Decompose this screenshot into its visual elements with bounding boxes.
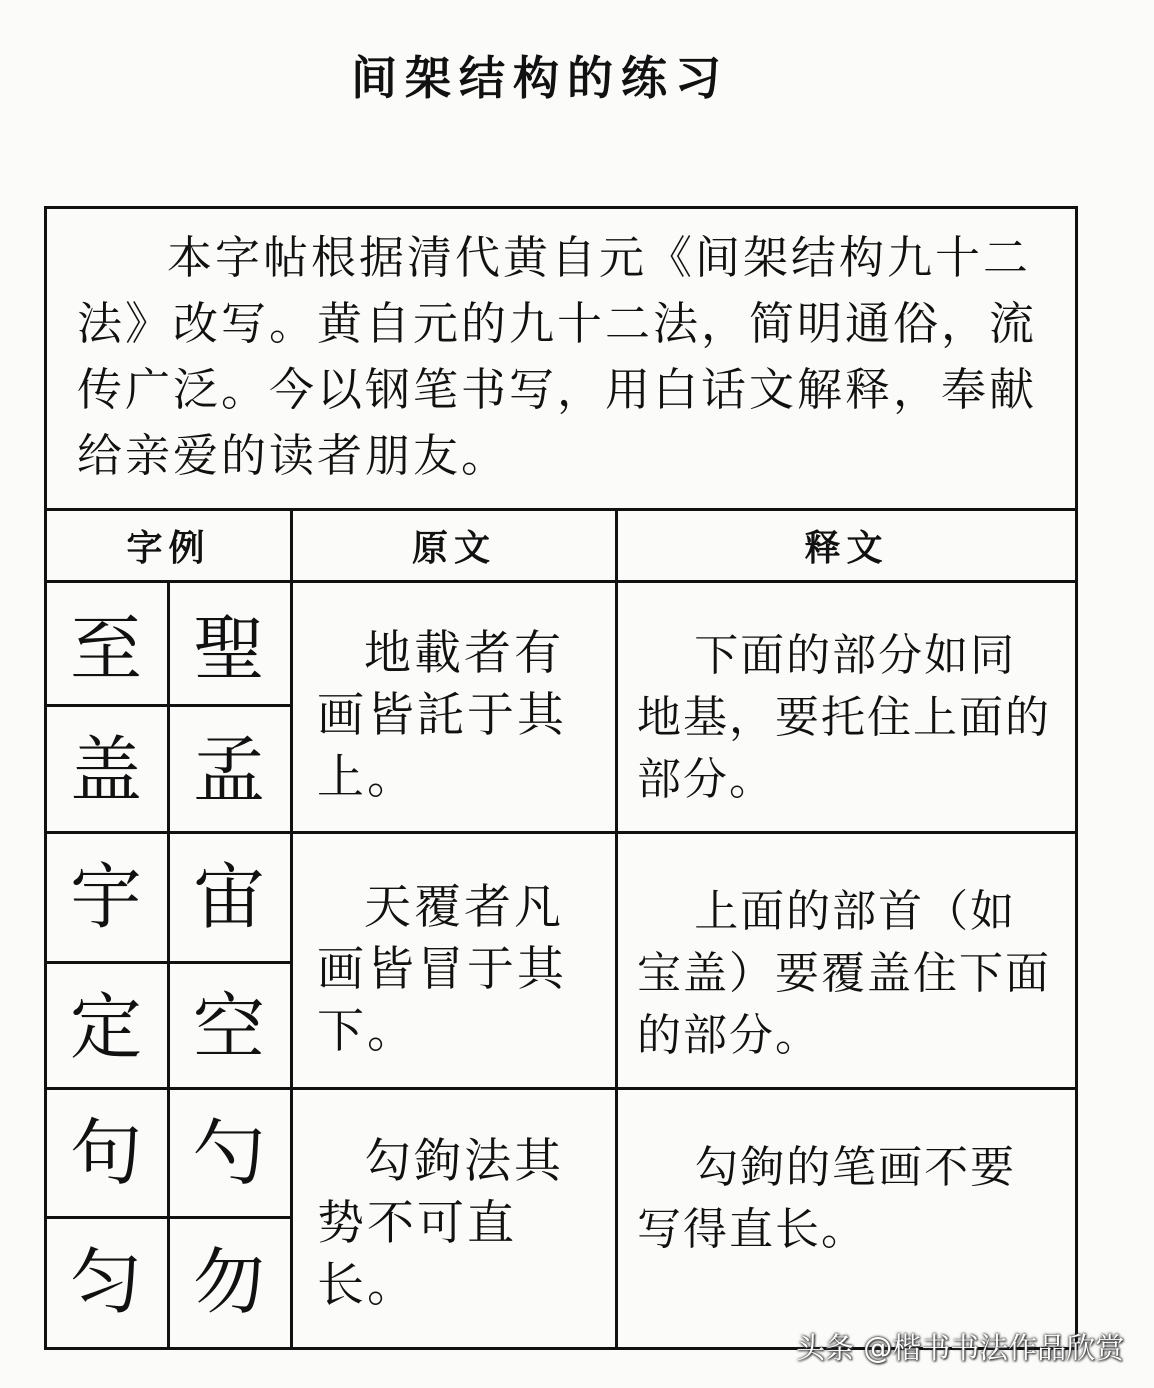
example-char: 定 (69, 985, 142, 1069)
example-char: 勺 (192, 1111, 265, 1195)
intro-paragraph: 本字帖根据清代黄自元《间架结构九十二法》改写。黄自元的九十二法，简明通俗，流传广泛。今以钢笔书写，用白话文解释，奉献给亲爱的读者朋友。 (47, 209, 1075, 511)
explanation-text: 上面的部首（如宝盖）要覆盖住下面的部分。 (637, 886, 1051, 1061)
original-text: 勾鉤法其势不可直长。 (317, 1134, 564, 1313)
header-explanation: 释文 (618, 511, 1075, 583)
header-original: 原文 (293, 511, 615, 583)
example-char: 聖 (192, 607, 265, 691)
explanation-text: 下面的部分如同地基，要托住上面的部分。 (637, 630, 1051, 805)
example-char: 至 (69, 607, 142, 691)
watermark: 头条 @楷书书法作品欣赏 (796, 1331, 1125, 1365)
original-text: 地載者有画皆託于其上。 (317, 626, 567, 805)
explanation-text: 勾鉤的笔画不要写得直长。 (637, 1142, 1017, 1255)
page-title: 间架结构的练习 (351, 51, 729, 105)
example-char: 匀 (69, 1240, 142, 1324)
header-examples: 字例 (47, 511, 290, 583)
example-char: 空 (192, 985, 265, 1069)
grid-divider-explanation (615, 511, 618, 1347)
calligraphy-sheet (44, 206, 1078, 1350)
example-char: 盖 (69, 728, 142, 812)
example-char: 句 (69, 1111, 142, 1195)
example-char: 勿 (192, 1240, 265, 1324)
original-text: 天覆者凡画皆冒于其下。 (317, 880, 567, 1059)
example-char: 宇 (69, 855, 142, 939)
example-char: 宙 (192, 855, 265, 939)
example-char: 孟 (192, 728, 265, 812)
